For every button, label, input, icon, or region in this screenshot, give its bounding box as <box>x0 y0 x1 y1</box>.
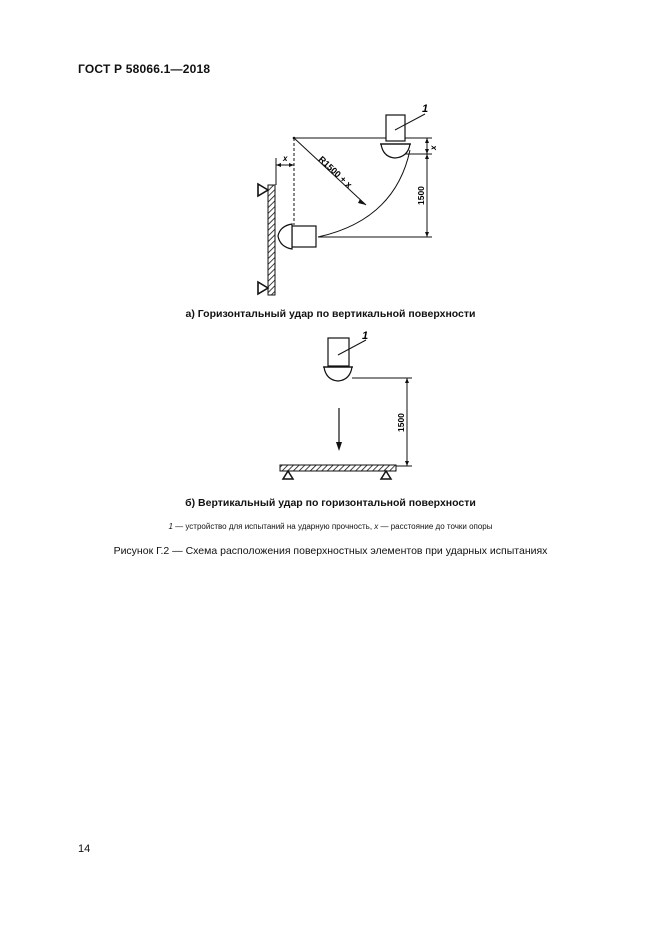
wall-support-top <box>258 184 268 196</box>
figure-b-impactor <box>328 338 349 366</box>
figure-b-label-1: 1 <box>362 330 369 342</box>
figure-a-label-radius: R1500 + x <box>316 154 355 190</box>
figure-b-diagram <box>0 330 661 490</box>
figure-a-label-x: x <box>283 154 288 163</box>
surface-support-left <box>283 471 293 479</box>
surface-support-right <box>381 471 391 479</box>
figure-a-label-1: 1 <box>422 103 429 115</box>
horizontal-impactor <box>292 226 316 247</box>
upper-impactor <box>386 115 405 141</box>
wall-support-bottom <box>258 282 268 294</box>
page-number: 14 <box>78 843 91 855</box>
figure-a-diagram <box>0 0 661 330</box>
figure-b-label-height: 1500 <box>396 413 406 432</box>
vertical-wall <box>268 185 275 295</box>
horizontal-surface <box>280 465 396 471</box>
figure-legend <box>0 522 661 531</box>
legend-key-x: x <box>374 522 379 531</box>
figure-a-label-height: 1500 <box>416 186 426 205</box>
document-header: ГОСТ Р 58066.1—2018 <box>78 62 211 76</box>
figure-a-label-x-vertical: x <box>429 145 438 150</box>
figure-title: Рисунок Г.2 — Схема расположения поверхностных элементов при ударных испытаниях <box>113 545 548 557</box>
legend-text-1: — устройство для испытаний на ударную прочность, <box>172 522 375 531</box>
figure-b-caption: б) Вертикальный удар по горизонтальной поверхности <box>185 497 476 509</box>
legend-text-2: — расстояние до точки опоры <box>378 522 493 531</box>
figure-a-caption: а) Горизонтальный удар по вертикальной поверхности <box>185 308 476 320</box>
legend-key-1: 1 <box>168 522 173 531</box>
